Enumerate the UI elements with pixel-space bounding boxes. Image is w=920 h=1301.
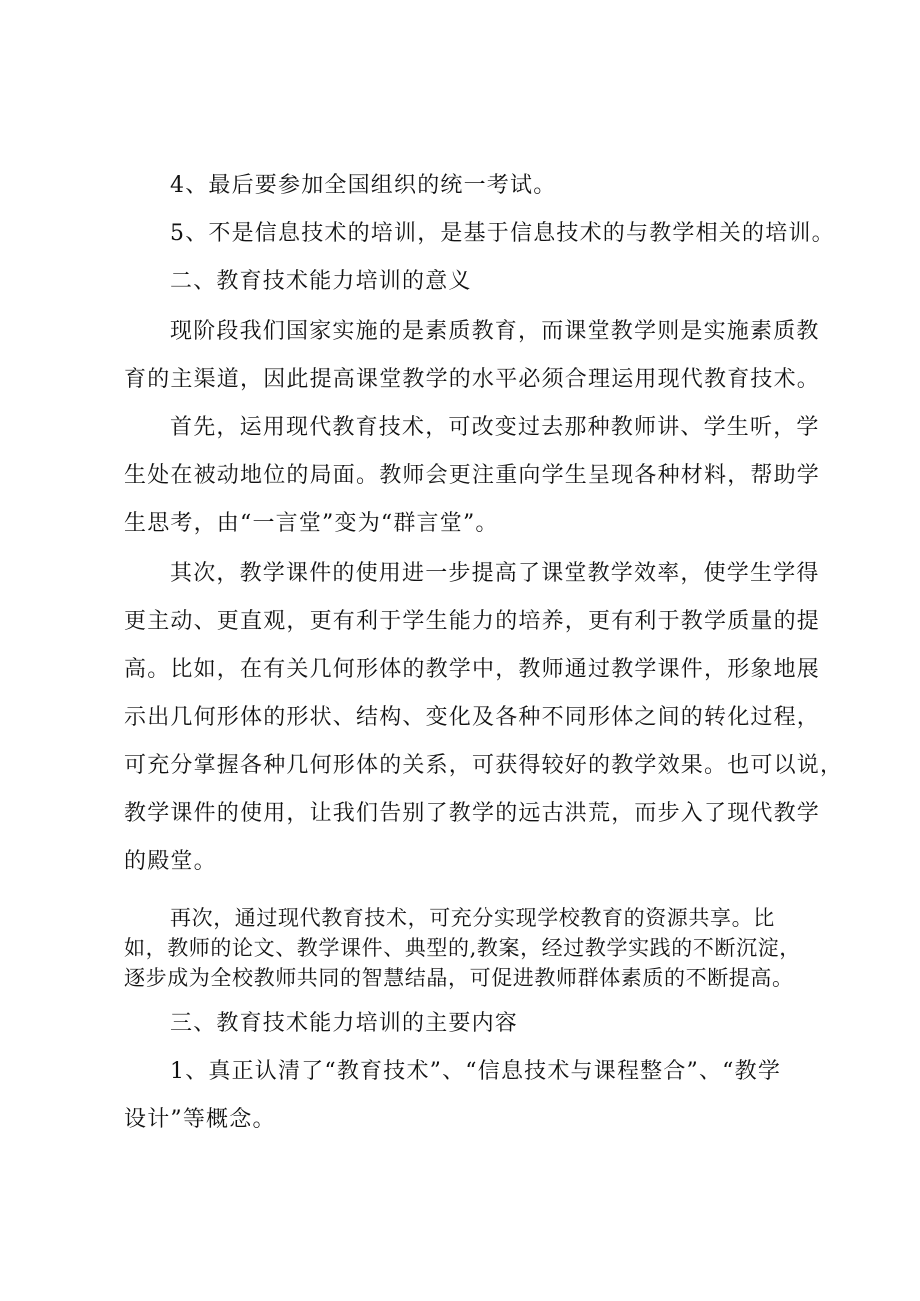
paragraph-line: 现阶段我们国家实施的是素质教育，而课堂教学则是实施素质教 — [170, 319, 820, 344]
paragraph-line: 更主动、更直观，更有利于学生能力的培养，更有利于教学质量的提 — [124, 609, 821, 634]
paragraph-line: 生处在被动地位的局面。教师会更注重向学生呈现各种材料，帮助学 — [124, 463, 821, 488]
list-item-1-continued: 设计”等概念。 — [124, 1107, 276, 1132]
paragraph-line: 生思考，由“一言堂”变为“群言堂”。 — [124, 511, 499, 536]
paragraph-line: 其次，教学课件的使用进一步提高了课堂教学效率，使学生学得 — [170, 561, 820, 586]
paragraph-line: 的殿堂。 — [124, 849, 217, 874]
section-heading-3: 三、教育技术能力培训的主要内容 — [170, 1011, 519, 1036]
paragraph-line: 逐步成为全校教师共同的智慧结晶，可促进教师群体素质的不断提高。 — [124, 966, 794, 990]
paragraph-line: 育的主渠道，因此提高课堂教学的水平必须合理运用现代教育技术。 — [124, 367, 821, 392]
paragraph-line: 如，教师的论文、教学课件、典型的,教案，经过教学实践的不断沉淀， — [124, 936, 801, 960]
list-item-4: 4、最后要参加全国组织的统一考试。 — [170, 173, 557, 198]
paragraph-line: 示出几何形体的形状、结构、变化及各种不同形体之间的转化过程， — [124, 705, 821, 730]
paragraph-line: 高。比如，在有关几何形体的教学中，教师通过教学课件，形象地展 — [124, 657, 821, 682]
paragraph-line: 可充分掌握各种几何形体的关系，可获得较好的教学效果。也可以说， — [124, 753, 844, 778]
list-item-5: 5、不是信息技术的培训，是基于信息技术的与教学相关的培训。 — [170, 221, 835, 246]
section-heading-2: 二、教育技术能力培训的意义 — [170, 269, 472, 294]
paragraph-line: 再次，通过现代教育技术，可充分实现学校教育的资源共享。比 — [170, 906, 775, 930]
paragraph-line: 首先，运用现代教育技术，可改变过去那种教师讲、学生听，学 — [170, 415, 820, 440]
list-item-1: 1、真正认清了“教育技术”、“信息技术与课程整合”、“教学 — [170, 1059, 782, 1084]
paragraph-line: 教学课件的使用，让我们告别了教学的远古洪荒，而步入了现代教学 — [124, 801, 821, 826]
